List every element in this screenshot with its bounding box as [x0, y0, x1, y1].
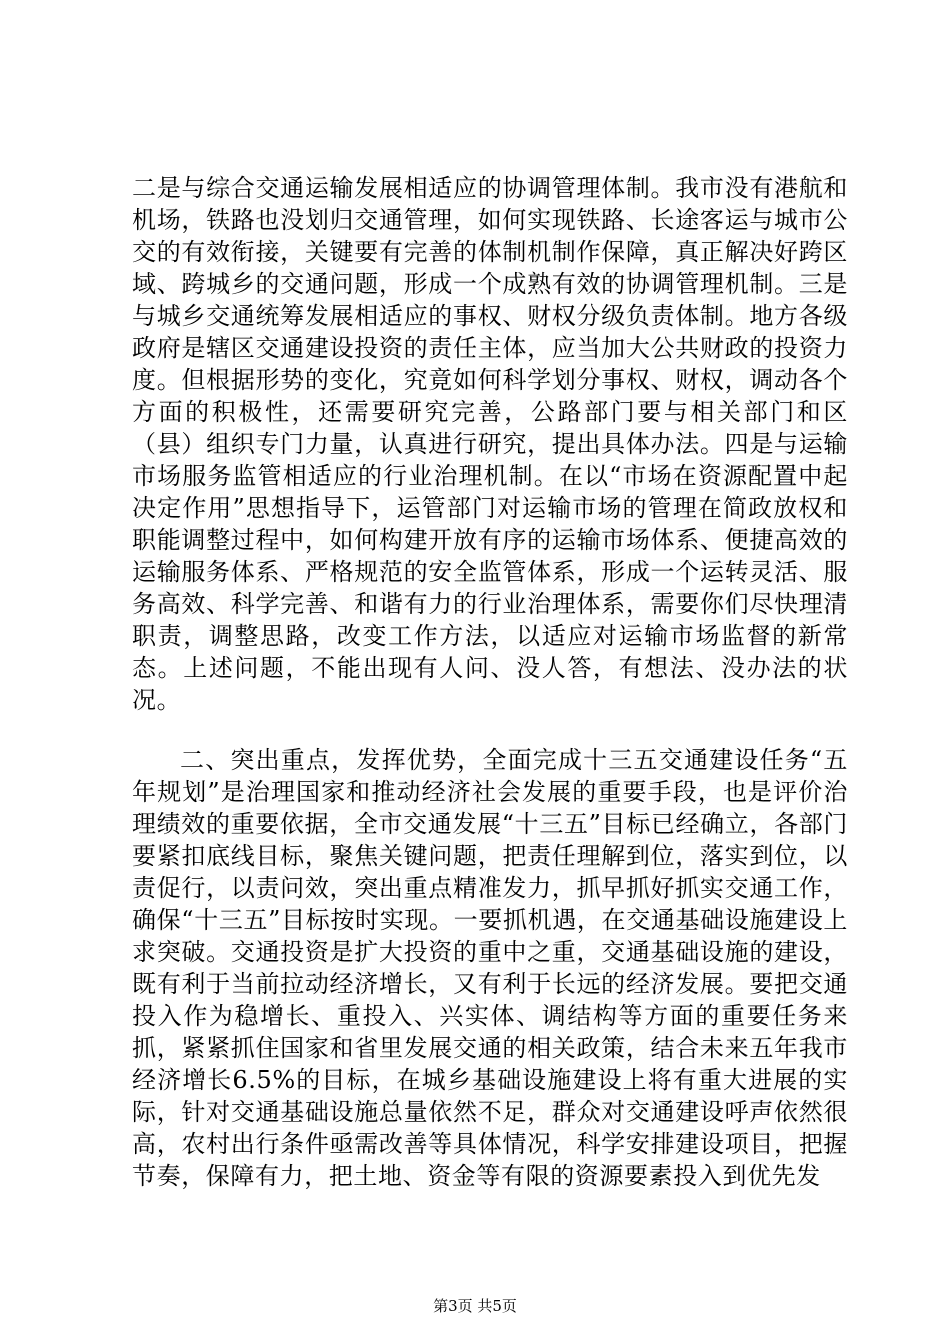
- paragraph-1: 二是与综合交通运输发展相适应的协调管理体制。我市没有港航和机场，铁路也没划归交通管理，如何实现铁路、长途客运与城市公交的有效衔接，关键要有完善的体制机制作保障，真正解决好跨区域、跨城乡的交通问题，形成一个成熟有效的协调管理机制。三是与城乡交通统筹发展相适应的事权、财权分级负责体制。地方各级政府是辖区交通建设投资的责任主体，应当加大公共财政的投资力度。但根据形势的变化，究竟如何科学划分事权、财权，调动各个方面的积极性，还需要研究完善，公路部门要与相关部门和区（县）组织专门力量，认真进行研究，提出具体办法。四是与运输市场服务监管相适应的行业治理机制。在以“市场在资源配置中起决定作用”思想指导下，运管部门对运输市场的管理在简政放权和职能调整过程中，如何构建开放有序的运输市场体系、便捷高效的运输服务体系、严格规范的安全监管体系，形成一个运转灵活、服务高效、科学完善、和谐有力的行业治理体系，需要你们尽快理清职责，调整思路，改变工作方法，以适应对运输市场监督的新常态。上述问题，不能出现有人问、没人答，有想法、没办法的状况。: [132, 174, 848, 714]
- document-body: [132, 172, 848, 1192]
- page-footer: 第3页 共5页: [433, 1297, 517, 1315]
- paragraph-2: 二、突出重点，发挥优势，全面完成十三五交通建设任务“五年规划”是治理国家和推动经济社会发展的重要手段，也是评价治理绩效的重要依据，全市交通发展“十三五”目标已经确立，各部门要紧扣底线目标，聚焦关键问题，把责任理解到位，落实到位，以责促行，以责问效，突出重点精准发力，抓早抓好抓实交通工作，确保“十三五”目标按时实现。一要抓机遇，在交通基础设施建设上求突破。交通投资是扩大投资的重中之重，交通基础设施的建设，既有利于当前拉动经济增长，又有利于长远的经济发展。要把交通投入作为稳增长、重投入、兴实体、调结构等方面的重要任务来抓，紧紧抓住国家和省里发展交通的相关政策，结合未来五年我市经济增长6.5%的目标，在城乡基础设施建设上将有重大进展的实际，针对交通基础设施总量依然不足，群众对交通建设呼声依然很高，农村出行条件亟需改善等具体情况，科学安排建设项目，把握节奏，保障有力，把土地、资金等有限的资源要素投入到优先发: [132, 746, 848, 1190]
